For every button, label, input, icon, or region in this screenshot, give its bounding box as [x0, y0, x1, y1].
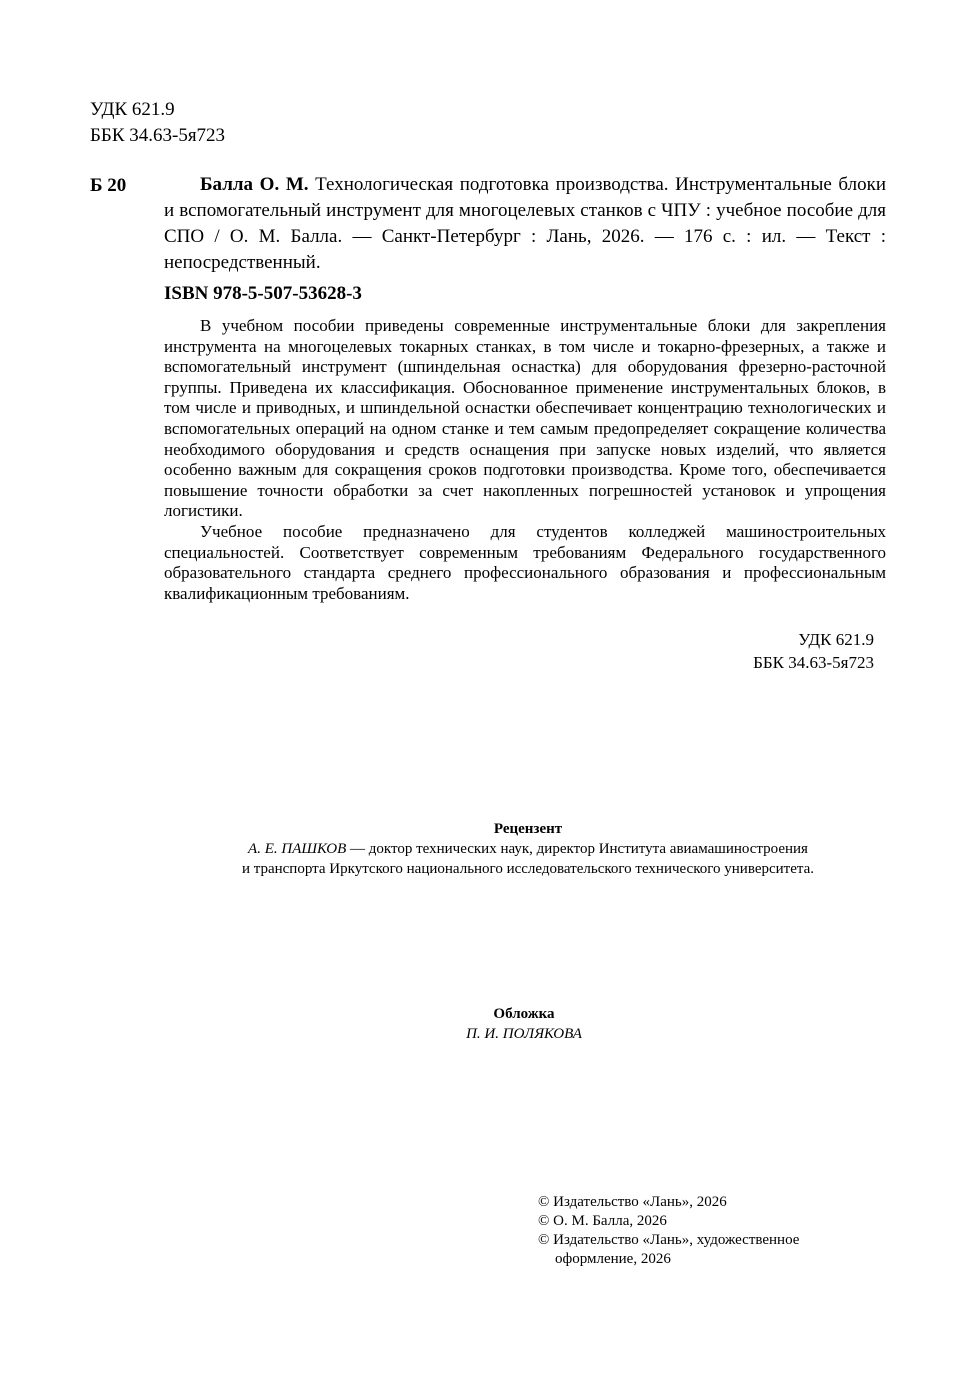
cover-designer: П. И. ПОЛЯКОВА: [466, 1026, 582, 1042]
cover-block: [324, 1004, 724, 1044]
isbn: ISBN 978-5-507-53628-3: [164, 283, 362, 304]
copyright-line: © Издательство «Лань», художественное: [538, 1232, 800, 1248]
reviewer-details: — доктор технических наук, директор Института авиамашиностроения: [346, 841, 808, 857]
copyright-line: оформление, 2026: [555, 1251, 671, 1267]
udk-code: УДК 621.9: [90, 99, 175, 120]
reviewer-details-continued: и транспорта Иркутского национального исследовательского технического университета.: [241, 861, 815, 877]
udk-code: УДК 621.9: [798, 630, 874, 649]
copyright-line: © Издательство «Лань», 2026: [538, 1194, 727, 1210]
annotation: [164, 316, 886, 604]
biblio-author: Балла О. М.: [200, 174, 309, 195]
copyright-block: [538, 1193, 898, 1269]
bbk-code: ББК 34.63-5я723: [753, 653, 874, 672]
bottom-classification: [600, 628, 874, 674]
annotation-paragraph: В учебном пособии приведены современные инструментальные блоки для закрепления инструмента на многоцелевых токарных станках, в том числе и токарно-фрезерных, а также и вспомогательный инструмент (шпиндельная оснастка) для оборудования фрезерно-расточной группы. Приведена их классификация. Обоснованное применение инструментальных блоков, в том числе и приводных, и шпиндельной оснастки обеспечивает концентрацию технологических и вспомогательных операций на одном станке и тем самым предопределяет сокращение количества необходимого оборудования и средств оснащения при запуске новых изделий, что является особенно важным для сокращения сроков подготовки производства. Кроме того, обеспечивается повышение точности обработки за счет накопленных погрешностей установок и упрощения логистики.: [164, 316, 886, 521]
copyright-line: © О. М. Балла, 2026: [538, 1213, 667, 1229]
reviewer-heading: Рецензент: [493, 821, 563, 837]
bbk-code: ББК 34.63-5я723: [90, 125, 226, 146]
reviewer-line: [140, 839, 916, 859]
cover-heading: Обложка: [493, 1006, 555, 1022]
top-classification: [90, 97, 225, 149]
annotation-paragraph: Учебное пособие предназначено для студентов колледжей машиностроительных специальностей. Соответствует современным требованиям Федерального государственного образовательного стандарта среднего профессионального образования и профессиональным квалификационным требованиям.: [164, 521, 886, 603]
author-mark: Б 20: [90, 175, 127, 196]
reviewer-block: [140, 819, 916, 879]
reviewer-name: А. Е. ПАШКОВ: [248, 841, 347, 857]
biblio-description: Технологическая подготовка производства. Инструментальные блоки и вспомогательный инструмент для многоцелевых станков с ЧПУ : учебное пособие для СПО / О. М. Балла. — Санкт-Петербург : Лань, 2026. — 176 с. : ил. — Текст : непосредственный.: [164, 174, 887, 273]
bibliographic-record: [164, 172, 886, 276]
